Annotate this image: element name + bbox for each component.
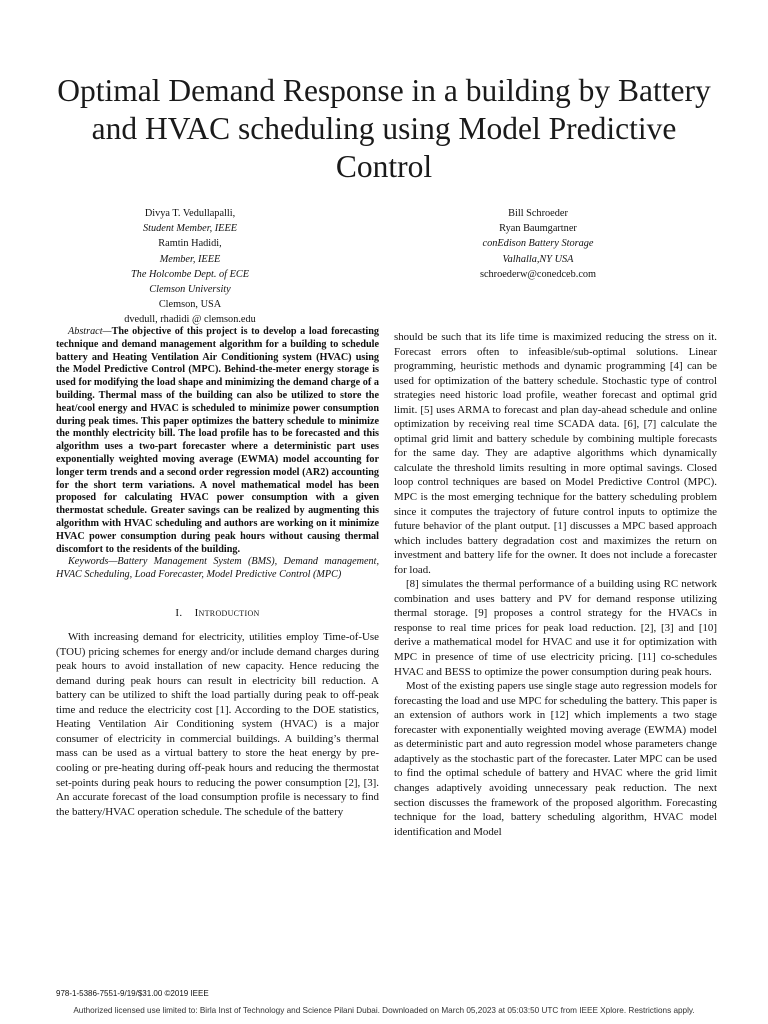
abstract-label: Abstract—: [68, 326, 112, 337]
author-name: [60, 206, 320, 236]
keywords: Keywords—Battery Management System (BMS), Demand management, HVAC Scheduling, Load Forecaster, Model Predictive Control (MPC): [56, 556, 379, 580]
author-line: [60, 206, 320, 236]
author-email: schroederw@conedceb.com: [479, 268, 597, 280]
author-membership: Student Member, IEEE: [142, 223, 238, 235]
authors-right-block: [438, 206, 638, 282]
author-affiliation: The Holcombe Dept. of ECE: [130, 268, 250, 280]
author-email: dvedull, rhadidi @ clemson.edu: [124, 314, 256, 326]
abstract-body: The objective of this project is to develop a load forecasting technique and demand management algorithm for a building to schedule battery and Heating Ventilation Air Conditioning system (HVAC) using the Model Predictive Control (MPC). Behind-the-meter energy storage is used for modifying the load shape and minimizing the demand charge of a building. Thermal mass of the building can also be utilized to store the heat/cool energy and HVAC is scheduled to minimize power consumption during peak times. This paper optimizes the battery schedule to minimize the monthly electricity bill. The load profile has to be forecasted and this algorithm uses a two-part forecaster where a deterministic part uses exponentially weighted moving average (EWMA) model accounting for longer term trends and a second order regression model (AR2) accounting for the short term variations. A novel mathematical model has been proposed for calculating HVAC power consumption with a given thermostat schedule. Greater savings can be realized by augmenting this algorithm with HVAC scheduling and authors are working on it minimize HVAC power consumption during peak hours without causing thermal discomfort to the residents of the building.: [56, 326, 379, 555]
section-number: I.: [175, 606, 183, 619]
paper-title: Optimal Demand Response in a building by Battery and HVAC scheduling using Model Predictive Control: [57, 73, 711, 184]
right-column: [394, 330, 717, 839]
section-title: Introduction: [194, 606, 260, 619]
author-location: Clemson, USA: [158, 299, 222, 311]
footer-license: Authorized licensed use limited to: Birla Inst of Technology and Science Pilani Dubai. Downloaded on March 05,2023 at 05:03:50 UTC from IEEE Xplore. Restrictions apply.: [73, 1006, 695, 1015]
author-name: Bill Schroeder: [508, 208, 568, 219]
body-paragraph: Most of the existing papers use single stage auto regression models for forecasting the load and use MPC for scheduling the battery. This paper is an extension of authors work in [12] which implements a two stage forecaster with exponentially weighted moving average (EWMA) model as deterministic part and auto regression model whose parameters change adaptively as the stochastic part of the forecaster. Later MPC can be used to find the optimal schedule of battery and HVAC where the grid limit changes adaptively avoiding unnecessary peak reduction. The next section discusses the framework of the proposed algorithm. Forecasting technique for the load, battery scheduling algorithm, HVAC model identification and Model: [394, 680, 717, 838]
author-name-part: Ramtin Hadidi,: [158, 238, 222, 250]
authors-left-block: [60, 206, 320, 328]
author-location: Valhalla,NY USA: [502, 253, 574, 265]
author-line: [60, 236, 320, 266]
section-heading: [56, 606, 379, 621]
author-affiliation: conEdison Battery Storage: [482, 238, 594, 250]
abstract: [56, 326, 379, 556]
intro-paragraph: With increasing demand for electricity, utilities employ Time-of-Use (TOU) pricing schemes for energy and/or include demand charges during peak hours to avoid installation of new capacity. Hence reducing the demand during peak hours can result in electricity bill reduction. A battery can be utilized to shift the load partially during peak to off-peak time and reduce the electricity cost [1]. According to the DOE statistics, Heating Ventilation Air Conditioning system (HVAC) is a major consumer of electricity in commercial buildings. A building’s thermal mass can be used as a virtual battery to store the heat energy by pre-cooling or pre-heating during off-peak hours and reducing the thermostat set-points during peak hours to reducing the power consumption [2], [3]. An accurate forecast of the load consumption profile is necessary to find the battery/HVAC operation schedule. The schedule of the battery: [56, 631, 379, 818]
author-membership: Member, IEEE: [159, 253, 221, 265]
author-name: Ryan Baumgartner: [499, 223, 577, 235]
body-paragraph: [8] simulates the thermal performance of a building using RC network combination and uses battery and PV for demand response utilizing thermal storage. [9] proposes a control strategy for the HVACs in response to real time prices for peak load reduction. [2], [3] and [10] derive a mathematical model for HVAC and use it for optimization with MPC in presence of time of use electricity pricing. [11] co-schedules HVAC and BESS to optimize the power consumption during peak hours.: [394, 578, 717, 678]
left-column: [56, 326, 379, 819]
body-paragraph: should be such that its life time is maximized reducing the stress on it. Forecast errors often to infeasible/sub-optimal solutions. Linear programming, heuristic methods and dynamic programming [4] can be used for optimization of the battery schedule. Stochastic type of control strategies need historic load profile, weather forecast and optimal grid limit. [5] uses ARMA to forecast and plan day-ahead schedule and online optimization by receiving real time SCADA data. [6], [7] calculate the optimal grid limit and battery schedule by combining multiple forecasts for the same day. They are adaptive algorithms which dynamically calculate the threshold limits resulting in more optimal savings. Closed loop control techniques are based on Model Predictive Control (MPC). MPC is the most emerging technique for the battery scheduling problem since it computes the trajectory of future control inputs to optimize the future behavior of the plant output. [1] discusses a MPC based approach which includes battery degradation cost and maximizes the return on investment and battery life for the owner. It does not include a forecaster for load.: [394, 331, 717, 576]
footer-copyright: 978-1-5386-7551-9/19/$31.00 ©2019 IEEE: [56, 989, 209, 998]
author-affiliation: Clemson University: [149, 284, 231, 296]
author-name-part: Divya T. Vedullapalli,: [144, 208, 236, 219]
